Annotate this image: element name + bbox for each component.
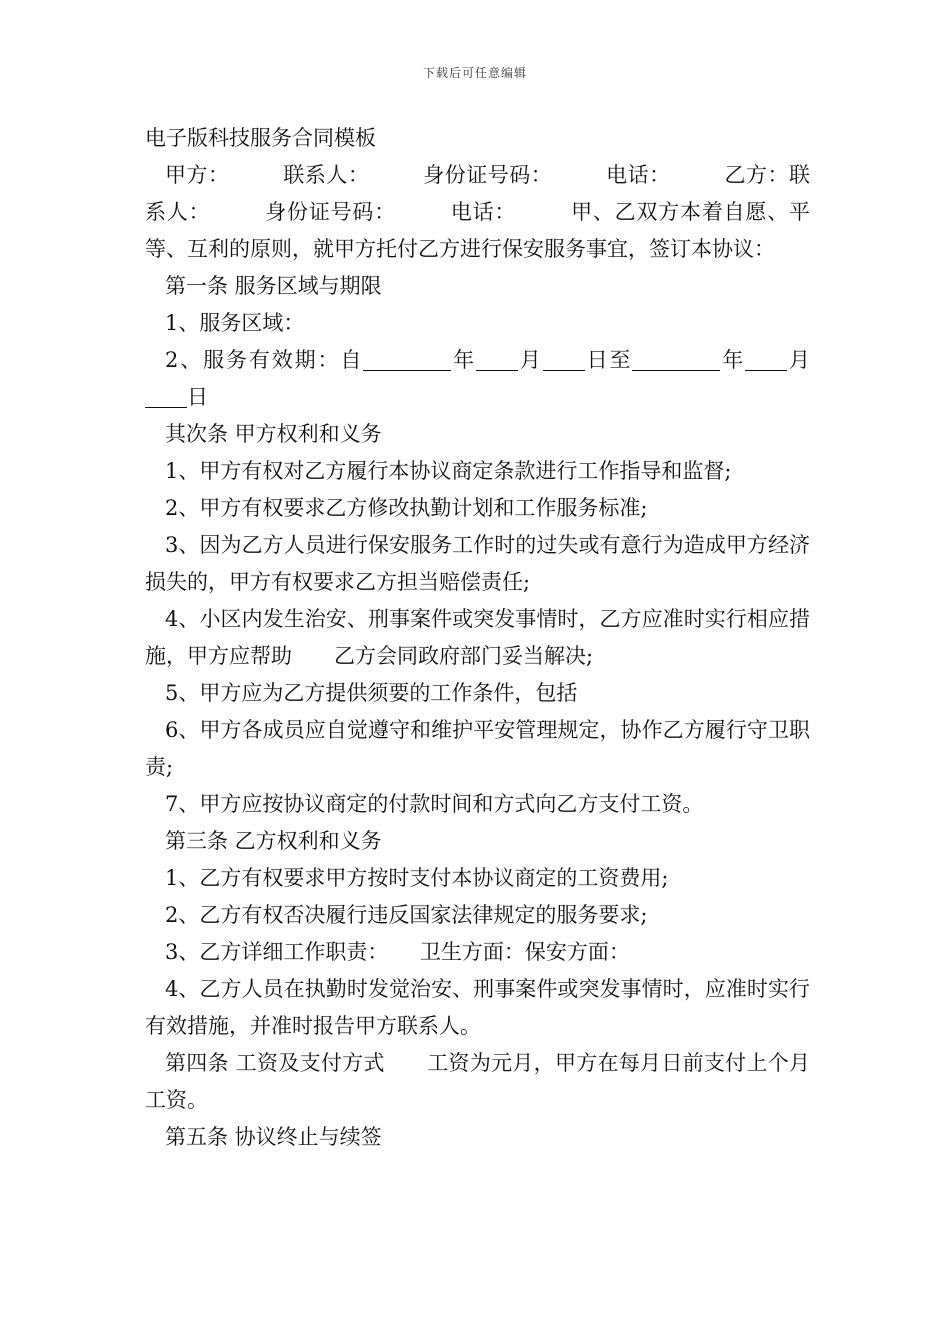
article-2-heading: 其次条 甲方权利和义务	[165, 422, 382, 446]
article-2-item: 5、甲方应为乙方提供须要的工作条件，包括	[165, 681, 578, 705]
article-3-item: 4、乙方人员在执勤时发觉治安、刑事案件或突发事情时，应准时实行有效措施，并准时报告甲方联系人。	[145, 977, 810, 1038]
article-3-heading: 第三条 乙方权利和义务	[165, 829, 382, 853]
start-day-blank	[543, 348, 585, 371]
article-2-item: 3、因为乙方人员进行保安服务工作时的过失或有意行为造成甲方经济损失的，甲方有权要求乙方担当赔偿责任;	[145, 533, 810, 594]
article-2-item: 6、甲方各成员应自觉遵守和维护平安管理规定，协作乙方履行守卫职责;	[145, 718, 810, 779]
day-to-label: 日至	[584, 348, 633, 372]
article-1-item-2	[145, 342, 810, 416]
article-2-item: 1、甲方有权对乙方履行本协议商定条款进行工作指导和监督;	[165, 459, 732, 483]
article-3-item: 1、乙方有权要求甲方按时支付本协议商定的工资费用;	[165, 866, 669, 890]
service-period-label: 2、服务有效期：自	[165, 348, 364, 372]
article-1-heading: 第一条 服务区域与期限	[165, 274, 382, 298]
article-1-item-1: 1、服务区域：	[165, 311, 305, 335]
start-year-blank	[363, 348, 451, 371]
article-5-heading: 第五条 协议终止与续签	[165, 1125, 382, 1149]
article-4-paragraph: 第四条 工资及支付方式 工资为元月，甲方在每月日前支付上个月工资。	[145, 1051, 810, 1112]
year-label: 年	[720, 348, 746, 372]
end-day-blank	[145, 385, 187, 408]
header-note: 下载后可任意编辑	[422, 66, 527, 80]
end-year-blank	[632, 348, 720, 371]
article-3-item: 2、乙方有权否决履行违反国家法律规定的服务要求;	[165, 903, 648, 927]
article-3-item: 3、乙方详细工作职责： 卫生方面：保安方面：	[165, 940, 630, 964]
parties-paragraph: 甲方： 联系人： 身份证号码： 电话： 乙方：联系人： 身份证号码： 电话： 甲、乙双方本着自愿、平等、互利的原则，就甲方托付乙方进行保安服务事宜，签订本协议：	[145, 163, 810, 261]
article-2-item: 7、甲方应按协议商定的付款时间和方式向乙方支付工资。	[165, 792, 704, 816]
start-month-blank	[476, 348, 518, 371]
month-label: 月	[518, 348, 543, 372]
year-label: 年	[451, 348, 476, 372]
end-month-blank	[745, 348, 787, 371]
article-2-item: 4、小区内发生治安、刑事案件或突发事情时，乙方应准时实行相应措施，甲方应帮助 乙方会同政府部门妥当解决;	[145, 607, 810, 668]
article-2-item: 2、甲方有权要求乙方修改执勤计划和工作服务标准;	[165, 496, 648, 520]
day-label: 日	[187, 385, 208, 409]
document-title: 电子版科技服务合同模板	[145, 126, 376, 150]
month-label: 月	[787, 348, 810, 372]
document-body	[145, 120, 810, 1156]
